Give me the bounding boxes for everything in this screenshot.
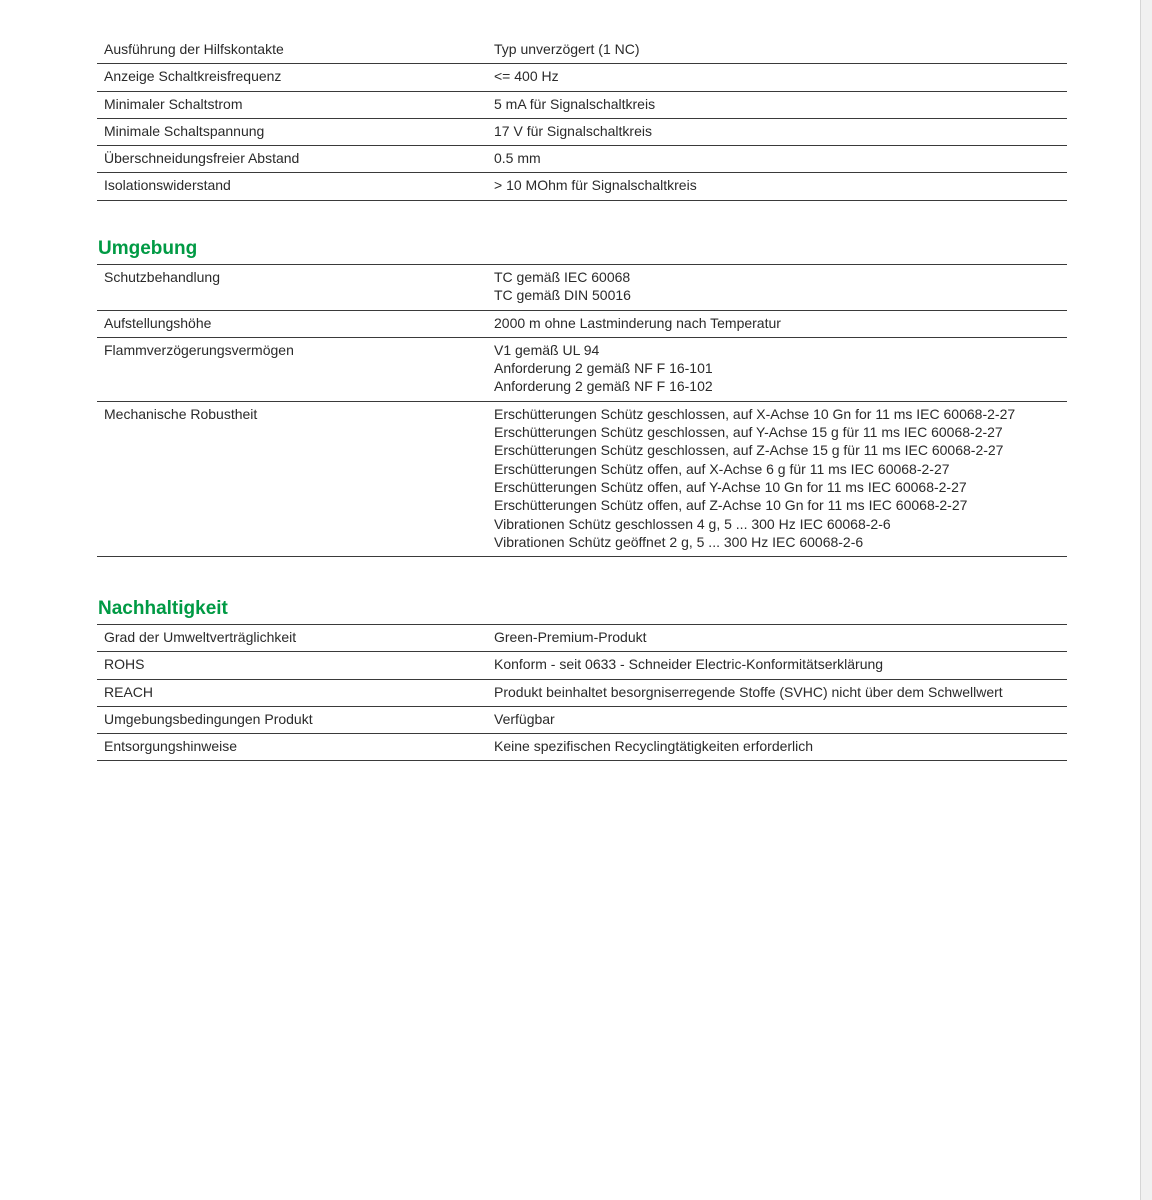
spec-value (494, 679, 1067, 706)
spec-value-line: 5 mA für Signalschaltkreis (494, 95, 656, 112)
spec-value-line: Vibrationen Schütz geschlossen 4 g, 5 ... 300 Hz IEC 60068-2-6 (494, 515, 891, 532)
spec-value-line: Erschütterungen Schütz offen, auf X-Achse 6 g für 11 ms IEC 60068-2-27 (494, 460, 950, 477)
spec-label: REACH (104, 683, 154, 700)
spec-row (97, 118, 1067, 145)
nachhaltigkeit-section (97, 598, 1067, 761)
section-title-nachhaltigkeit: Nachhaltigkeit (98, 598, 228, 619)
spec-value (494, 265, 1067, 311)
spec-label: Entsorgungshinweise (104, 738, 238, 755)
spec-value (494, 401, 1067, 556)
page-edge (1140, 0, 1152, 1200)
spec-value-line: Vibrationen Schütz geöffnet 2 g, 5 ... 300 Hz IEC 60068-2-6 (494, 533, 864, 550)
spec-value-line: Verfügbar (494, 710, 555, 727)
spec-label: Minimaler Schaltstrom (104, 95, 243, 112)
section-title-umgebung: Umgebung (98, 238, 198, 259)
spec-row (97, 679, 1067, 706)
spec-label: Minimale Schaltspannung (104, 122, 265, 139)
spec-value-line: 2000 m ohne Lastminderung nach Temperatur (494, 314, 781, 331)
spec-row (97, 37, 1067, 64)
spec-value-line: TC gemäß DIN 50016 (494, 287, 631, 304)
spec-value-line: Erschütterungen Schütz geschlossen, auf Z-Achse 15 g für 11 ms IEC 60068-2-27 (494, 442, 1004, 459)
spec-value-line: <= 400 Hz (494, 68, 559, 85)
spec-value (494, 652, 1067, 679)
spec-value (494, 310, 1067, 337)
spec-value-line: 0.5 mm (494, 150, 541, 167)
spec-value (494, 337, 1067, 401)
spec-row (97, 625, 1067, 652)
spec-value (494, 706, 1067, 733)
spec-value-line: 17 V für Signalschaltkreis (494, 122, 652, 139)
spec-value-line: Konform - seit 0633 - Schneider Electric-Konformitätserklärung (494, 656, 884, 673)
spec-value (494, 64, 1067, 91)
spec-label: Umgebungsbedingungen Produkt (104, 710, 313, 727)
spec-value (494, 173, 1067, 200)
spec-value-line: Keine spezifischen Recyclingtätigkeiten erforderlich (494, 738, 814, 755)
spec-label: Isolationswiderstand (104, 177, 231, 194)
spec-row (97, 64, 1067, 91)
nachhaltigkeit-table (97, 624, 1067, 761)
spec-row (97, 401, 1067, 556)
spec-value-line: TC gemäß IEC 60068 (494, 269, 631, 285)
spec-value-line: V1 gemäß UL 94 (494, 341, 600, 358)
spec-row (97, 173, 1067, 200)
spec-value-line: Erschütterungen Schütz geschlossen, auf Y-Achse 15 g für 11 ms IEC 60068-2-27 (494, 424, 1003, 441)
spec-row (97, 652, 1067, 679)
spec-value (494, 91, 1067, 118)
spec-value-line: Erschütterungen Schütz offen, auf Y-Achse 10 Gn for 11 ms IEC 60068-2-27 (494, 478, 967, 495)
spec-label: Ausführung der Hilfskontakte (104, 41, 284, 57)
spec-label: Flammverzögerungsvermögen (104, 341, 294, 358)
spec-label: Aufstellungshöhe (104, 314, 212, 331)
spec-label: ROHS (104, 656, 145, 673)
spec-value (494, 146, 1067, 173)
spec-value-line: Erschütterungen Schütz offen, auf Z-Achse 10 Gn for 11 ms IEC 60068-2-27 (494, 497, 968, 514)
spec-row (97, 91, 1067, 118)
spec-value-line: > 10 MOhm für Signalschaltkreis (494, 177, 697, 194)
spec-row (97, 265, 1067, 311)
spec-label: Schutzbehandlung (104, 269, 220, 285)
spec-label: Mechanische Robustheit (104, 405, 258, 422)
spec-value (494, 734, 1067, 761)
spec-value-line: Produkt beinhaltet besorgniserregende Stoffe (SVHC) nicht über dem Schwellwert (494, 683, 1003, 700)
spec-value (494, 37, 1067, 64)
spec-value (494, 625, 1067, 652)
spec-value-line: Erschütterungen Schütz geschlossen, auf X-Achse 10 Gn for 11 ms IEC 60068-2-27 (494, 405, 1016, 422)
electrical-spec-table (97, 37, 1067, 201)
spec-value (494, 118, 1067, 145)
spec-value-line: Anforderung 2 gemäß NF F 16-102 (494, 378, 713, 395)
spec-row (97, 337, 1067, 401)
spec-label: Grad der Umweltverträglichkeit (104, 629, 297, 645)
spec-row (97, 310, 1067, 337)
umgebung-section (97, 238, 1067, 557)
spec-value-line: Green-Premium-Produkt (494, 629, 647, 645)
spec-value-line: Typ unverzögert (1 NC) (494, 41, 640, 57)
spec-label: Anzeige Schaltkreisfrequenz (104, 68, 282, 85)
spec-value-line: Anforderung 2 gemäß NF F 16-101 (494, 360, 713, 377)
spec-row (97, 146, 1067, 173)
electrical-spec-block (97, 37, 1067, 201)
spec-row (97, 706, 1067, 733)
umgebung-table (97, 264, 1067, 557)
spec-row (97, 734, 1067, 761)
spec-label: Überschneidungsfreier Abstand (104, 150, 300, 167)
